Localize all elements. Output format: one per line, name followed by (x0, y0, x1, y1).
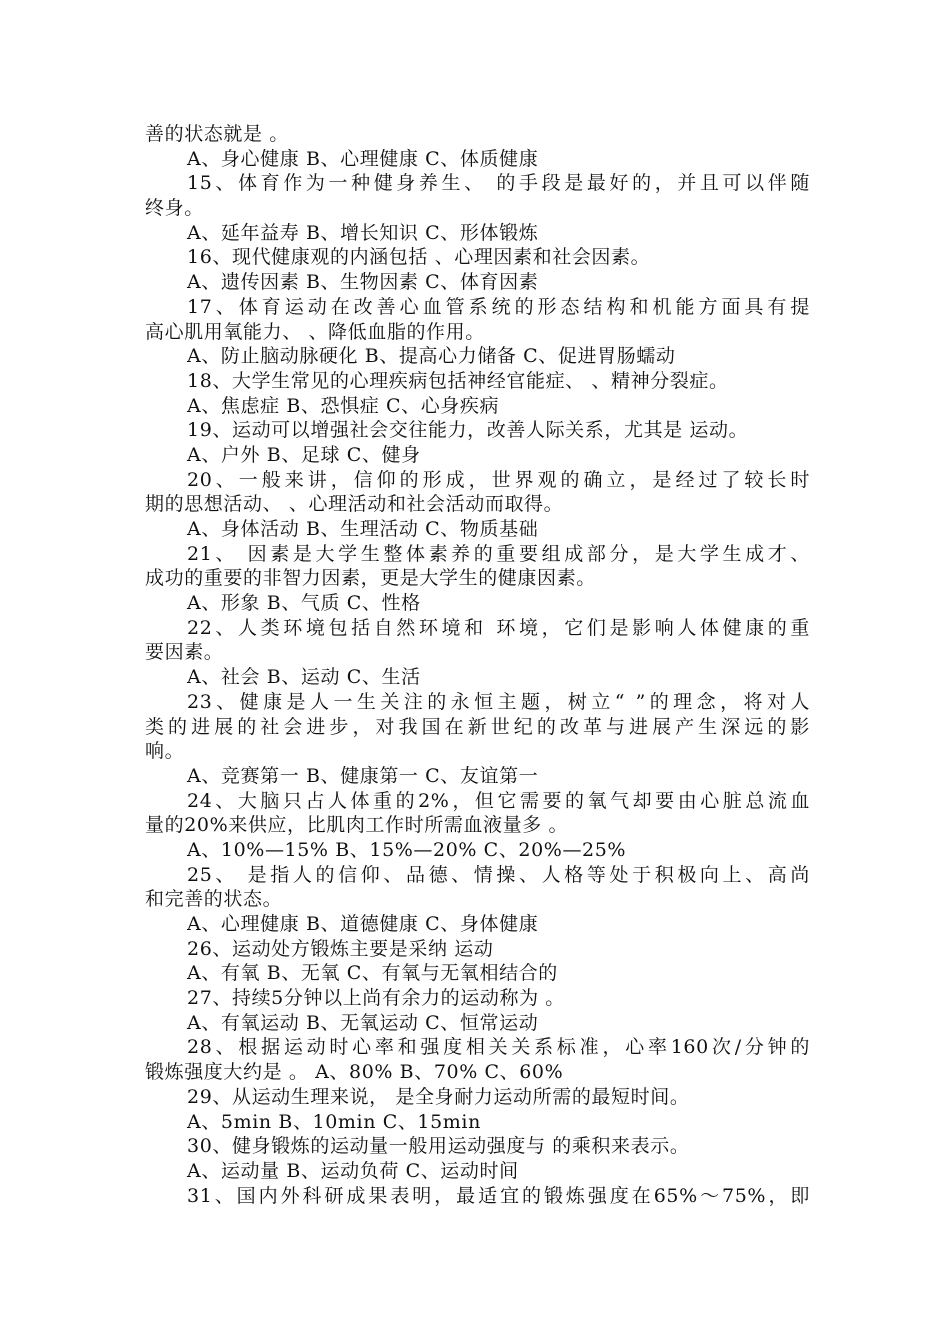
text-line: 终身。 (145, 197, 204, 220)
text-line: 27、持续5分钟以上尚有余力的运动称为 。 (187, 987, 565, 1010)
text-line: 31、国内外科研成果表明，最适宜的锻炼强度在65%～75%，即 (187, 1184, 810, 1207)
text-line: A、遗传因素 B、生物因素 C、体育因素 (187, 271, 539, 294)
text-line: A、形象 B、气质 C、性格 (187, 592, 421, 615)
text-line: 30、健身锻炼的运动量一般用运动强度与 的乘积来表示。 (187, 1135, 690, 1158)
text-line: 21、 因素是大学生整体素养的重要组成部分，是大学生成才、 (187, 542, 810, 565)
text-line: A、竞赛第一 B、健康第一 C、友谊第一 (187, 764, 539, 787)
text-line: A、身体活动 B、生理活动 C、物质基础 (187, 518, 539, 540)
text-line: 善的状态就是 。 (145, 123, 289, 145)
text-line: A、焦虑症 B、恐惧症 C、心身疾病 (187, 394, 500, 417)
text-line: 锻炼强度大约是 。 A、80% B、70% C、60% (145, 1061, 564, 1084)
text-line: 26、运动处方锻炼主要是采纳 运动 (187, 937, 494, 960)
text-line: 类的进展的社会进步，对我国在新世纪的改革与进展产生深远的影 (145, 715, 810, 738)
text-line: 15、体育作为一种健身养生、 的手段是最好的，并且可以伴随 (187, 172, 810, 195)
text-line: 19、运动可以增强社会交往能力，改善人际关系，尤其是 运动。 (187, 419, 749, 442)
text-line: 28、根据运动时心率和强度相关关系标准，心率160次/分钟的 (187, 1036, 810, 1059)
text-line: 量的20%来供应，比肌肉工作时所需血液量多 。 (145, 814, 569, 837)
text-line: 17、体育运动在改善心血管系统的形态结构和机能方面具有提 (187, 295, 810, 318)
text-line: 23、健康是人一生关注的永恒主题，树立“ ”的理念，将对人 (187, 690, 810, 713)
text-line: 要因素。 (145, 641, 224, 664)
text-line: 29、从运动生理来说， 是全身耐力运动所需的最短时间。 (187, 1085, 690, 1108)
text-line: A、社会 B、运动 C、生活 (187, 666, 421, 689)
text-line: A、延年益寿 B、增长知识 C、形体锻炼 (187, 221, 539, 244)
text-line: A、身心健康 B、心理健康 C、体质健康 (187, 147, 539, 170)
text-line: 期的思想活动、 、心理活动和社会活动而取得。 (145, 493, 564, 516)
text-line: A、防止脑动脉硬化 B、提高心力储备 C、促进胃肠蠕动 (187, 345, 676, 368)
text-line: 16、现代健康观的内涵包括 、心理因素和社会因素。 (187, 246, 651, 269)
text-line: 和完善的状态。 (145, 888, 283, 911)
text-line: 高心肌用氧能力、 、降低血脂的作用。 (145, 320, 485, 343)
text-line: 24、大脑只占人体重的2%，但它需要的氧气却要由心脏总流血 (187, 789, 810, 812)
text-line: A、有氧 B、无氧 C、有氧与无氧相结合的 (187, 962, 558, 985)
text-line: 响。 (145, 740, 185, 763)
text-line: A、10%—15% B、15%—20% C、20%—25% (187, 838, 627, 861)
text-line: 18、大学生常见的心理疾病包括神经官能症、 、精神分裂症。 (187, 369, 729, 392)
text-line: A、有氧运动 B、无氧运动 C、恒常运动 (187, 1011, 539, 1034)
document-page (145, 122, 810, 1208)
text-line: A、心理健康 B、道德健康 C、身体健康 (187, 913, 539, 935)
text-line: A、5min B、10min C、15min (187, 1110, 481, 1133)
text-line: 25、 是指人的信仰、品德、情操、人格等处于积极向上、高尚 (187, 863, 810, 886)
text-line: 成功的重要的非智力因素，更是大学生的健康因素。 (145, 567, 596, 590)
text-line: 20、一般来讲，信仰的形成，世界观的确立，是经过了较长时 (187, 468, 810, 491)
text-line: A、运动量 B、运动负荷 C、运动时间 (187, 1159, 519, 1182)
text-line: A、户外 B、足球 C、健身 (187, 443, 421, 466)
text-line: 22、人类环境包括自然环境和 环境，它们是影响人体健康的重 (187, 616, 810, 639)
